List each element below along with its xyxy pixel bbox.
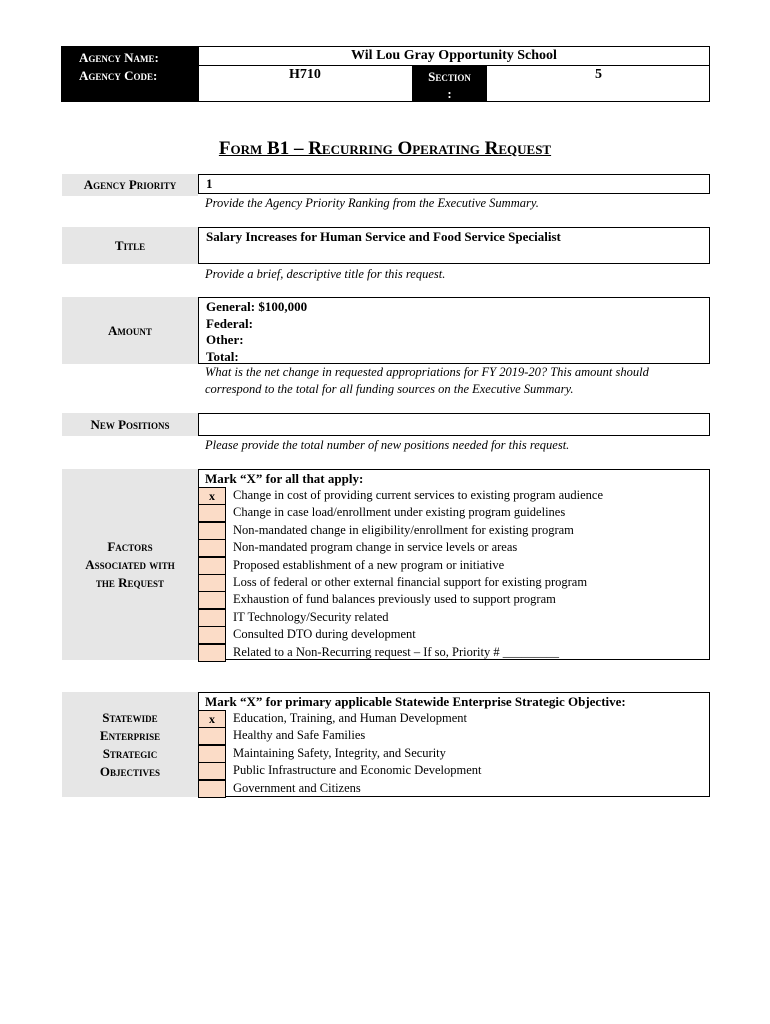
option-label: IT Technology/Security related — [233, 609, 389, 624]
amount-general: General: $100,000 — [206, 299, 308, 314]
objective-option — [198, 745, 710, 762]
factors-label — [62, 469, 198, 660]
objective-option — [198, 780, 710, 797]
amount-label: Amount — [62, 297, 198, 364]
factor-option — [198, 504, 710, 521]
checkbox[interactable] — [198, 539, 226, 557]
objectives-label-line2: Enterprise — [99, 727, 161, 743]
section-colon: : — [447, 86, 452, 101]
option-label: Loss of federal or other external financial support for existing program — [233, 574, 588, 589]
priority-label: Agency Priority — [62, 174, 198, 196]
option-label: Change in cost of providing current services to existing program audience — [233, 488, 604, 502]
objectives-label-line1: Statewide — [102, 709, 158, 725]
priority-field[interactable] — [198, 174, 710, 194]
amount-field[interactable] — [198, 297, 710, 364]
objective-option — [198, 762, 710, 779]
option-label: Exhaustion of fund balances previously used to support program — [233, 592, 556, 607]
option-label: Non-mandated program change in service levels or areas — [233, 540, 518, 555]
new-positions-field[interactable] — [198, 413, 710, 436]
checkbox[interactable] — [198, 626, 226, 644]
checkbox[interactable]: x — [198, 710, 226, 728]
factor-option — [198, 557, 710, 574]
amount-total: Total: — [206, 348, 239, 364]
title-label: Title — [62, 227, 198, 264]
amount-other: Other: — [206, 332, 244, 347]
checkbox[interactable] — [198, 504, 226, 522]
section-value: 5 — [595, 67, 602, 82]
title-note: Provide a brief, descriptive title for this request. — [205, 267, 446, 281]
checkbox[interactable] — [198, 557, 226, 575]
objectives-label-line4: Objectives — [99, 763, 161, 779]
new-positions-label: New Positions — [62, 413, 198, 436]
amount-note — [205, 364, 649, 398]
factors-list — [198, 487, 710, 661]
objectives-label — [62, 692, 198, 797]
factor-option — [198, 487, 710, 504]
checkbox[interactable] — [198, 762, 226, 780]
agency-code: H710 — [289, 67, 321, 82]
checkbox[interactable] — [198, 591, 226, 609]
form-title: Form B1 – Recurring Operating Request — [218, 138, 552, 159]
checkbox[interactable] — [198, 609, 226, 627]
option-label: Government and Citizens — [233, 780, 361, 795]
new-positions-note: Please provide the total number of new positions needed for this request. — [205, 438, 570, 452]
factors-instruction: Mark “X” for all that apply: — [205, 471, 364, 486]
agency-name: Wil Lou Gray Opportunity School — [351, 48, 557, 63]
amount-note-line1: What is the net change in requested appropriations for FY 2019-20? This amount should — [205, 365, 649, 379]
factor-option — [198, 644, 710, 661]
option-label: Change in case load/enrollment under existing program guidelines — [233, 505, 566, 520]
checkbox[interactable]: x — [198, 487, 226, 505]
option-label: Consulted DTO during development — [233, 627, 416, 642]
factors-label-line2: Associated with — [85, 556, 175, 572]
option-label: Healthy and Safe Families — [233, 728, 366, 743]
agency-code-label: Agency Code: — [79, 68, 158, 83]
option-label: Non-mandated change in eligibility/enrollment for existing program — [233, 522, 574, 537]
factor-option — [198, 626, 710, 643]
agency-label-block — [61, 46, 198, 102]
checkbox[interactable] — [198, 745, 226, 763]
checkbox[interactable] — [198, 574, 226, 592]
checkbox[interactable] — [198, 644, 226, 662]
title-field[interactable] — [198, 227, 710, 264]
priority-note: Provide the Agency Priority Ranking from the Executive Summary. — [205, 196, 539, 210]
factor-option — [198, 539, 710, 556]
objectives-label-line3: Strategic — [102, 745, 158, 761]
section-label-cell — [412, 66, 487, 102]
objective-option — [198, 710, 710, 727]
factor-option — [198, 522, 710, 539]
section-label: Section — [428, 69, 471, 84]
checkbox[interactable] — [198, 780, 226, 798]
option-label: Maintaining Safety, Integrity, and Security — [233, 745, 446, 760]
amount-note-line2: correspond to the total for all funding sources on the Executive Summary. — [205, 382, 574, 396]
option-label: Proposed establishment of a new program or initiative — [233, 557, 505, 572]
title-value: Salary Increases for Human Service and Food Service Specialist — [206, 229, 561, 244]
checkbox[interactable] — [198, 727, 226, 745]
option-label: Public Infrastructure and Economic Development — [233, 763, 482, 778]
priority-value: 1 — [206, 176, 213, 191]
amount-federal: Federal: — [206, 315, 253, 331]
option-label: Education, Training, and Human Development — [233, 711, 467, 725]
factor-option — [198, 574, 710, 591]
objectives-instruction: Mark “X” for primary applicable Statewide Enterprise Strategic Objective: — [205, 694, 626, 709]
checkbox[interactable] — [198, 522, 226, 540]
factors-label-line3: the Request — [95, 574, 165, 590]
factor-option — [198, 591, 710, 608]
option-label: Related to a Non-Recurring request – If so, Priority # _________ — [233, 644, 559, 659]
agency-name-label: Agency Name: — [79, 50, 159, 65]
factor-option — [198, 609, 710, 626]
objective-option — [198, 727, 710, 744]
objectives-list — [198, 710, 710, 797]
factors-label-line1: Factors — [107, 538, 153, 554]
